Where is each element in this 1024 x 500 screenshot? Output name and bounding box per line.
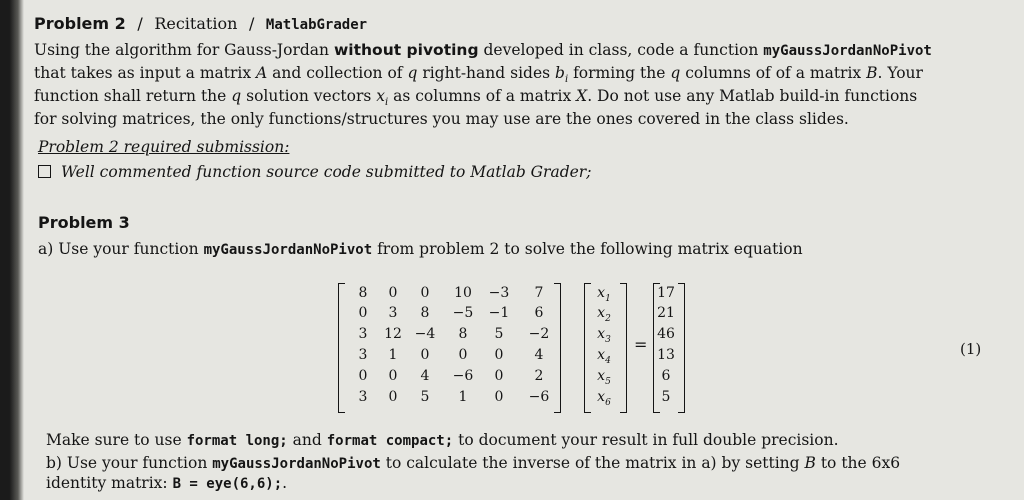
- text: . Your: [877, 64, 923, 82]
- matrix-cell: 3: [388, 305, 398, 321]
- emphasis-text: without pivoting: [333, 41, 479, 59]
- matrix-cell: 3: [358, 347, 368, 363]
- code-text: format long;: [186, 433, 288, 449]
- matrix-cell: −1: [488, 305, 510, 321]
- matrix-cell: 5: [494, 326, 504, 342]
- text: to document your result in full double precision.: [453, 431, 839, 449]
- text: . Do not use any Matlab build-in functions: [587, 87, 918, 105]
- p3-part-b-line-2: [46, 474, 287, 492]
- matrix-cell: 8: [458, 326, 468, 342]
- math-var: q: [231, 87, 242, 105]
- text: columns of of a matrix: [680, 64, 867, 82]
- matrix-cell: 8: [358, 285, 368, 301]
- text: forming the: [568, 64, 671, 82]
- matrix-cell: 0: [494, 368, 504, 384]
- math-var: A: [256, 64, 268, 82]
- problem2-title: Problem 2: [34, 14, 126, 33]
- math-subscript: i: [564, 74, 569, 86]
- unknown-vector-entry: $x_5$: [597, 368, 611, 387]
- matrix-cell: 0: [358, 305, 368, 321]
- matrix-cell: 0: [358, 368, 368, 384]
- math-var: B: [866, 64, 878, 82]
- p2-line-4: for solving matrices, the only functions/structures you may use are the ones covered in the class slides.: [34, 110, 849, 128]
- matrix-cell: 1: [388, 347, 398, 363]
- matrix-right-bracket: [554, 283, 561, 413]
- text: to calculate the inverse of the matrix in a) by setting: [380, 454, 805, 472]
- math-var: q: [670, 64, 681, 82]
- equals-sign: =: [634, 335, 648, 354]
- matrix-cell: 12: [384, 326, 402, 342]
- unknown-vector-entry: $x_6$: [597, 389, 611, 408]
- p3-part-b-line-1: [46, 454, 900, 472]
- text: Make sure to use: [46, 431, 187, 449]
- text: function shall return the: [34, 87, 232, 105]
- matrix-cell: 3: [358, 326, 368, 342]
- text: and collection of: [267, 64, 408, 82]
- unknown-vector-entry: $x_3$: [597, 326, 611, 345]
- matrix-cell: −3: [488, 285, 510, 301]
- math-var: X: [576, 87, 588, 105]
- code-text: B = eye(6,6);: [172, 476, 283, 492]
- rhs-vector-entry: 21: [657, 305, 675, 321]
- matrix-cell: 0: [494, 389, 504, 405]
- unknown-vector-entry: $x_2$: [597, 305, 611, 324]
- matrix-cell: 10: [454, 285, 472, 301]
- matrix-cell: 7: [534, 285, 544, 301]
- text: as columns of a matrix: [388, 87, 577, 105]
- rhs-vector-entry: 13: [657, 347, 675, 363]
- problem3-title: Problem 3: [38, 213, 130, 232]
- matrix-cell: 4: [534, 347, 544, 363]
- rhs-vector-entry: 5: [661, 389, 671, 405]
- math-var: q: [407, 64, 418, 82]
- checklist-text: Well commented function source code submitted to Matlab Grader;: [61, 163, 592, 181]
- matrix-cell: −4: [414, 326, 436, 342]
- text: that takes as input a matrix: [34, 64, 257, 82]
- matrix-cell: −5: [452, 305, 474, 321]
- matrix-cell: −6: [452, 368, 474, 384]
- matrix-left-bracket: [338, 283, 345, 413]
- unknown-vector-entry: $x_1$: [597, 285, 611, 304]
- function-name: myGaussJordanNoPivot: [212, 456, 381, 472]
- matrix-cell: 0: [420, 347, 430, 363]
- text: .: [282, 474, 288, 492]
- rhs-vector-entry: 46: [657, 326, 675, 342]
- matrix-cell: 4: [420, 368, 430, 384]
- function-name: myGaussJordanNoPivot: [203, 242, 373, 258]
- matrix-cell: 5: [420, 389, 430, 405]
- p2-required-heading: Problem 2 required submission:: [38, 138, 290, 156]
- text: developed in class, code a function: [478, 41, 764, 59]
- matrix-cell: 0: [458, 347, 468, 363]
- matrix-cell: 2: [534, 368, 544, 384]
- rhs-vector-entry: 17: [657, 285, 675, 301]
- equation-number: (1): [960, 340, 982, 358]
- matrix-cell: −6: [528, 389, 550, 405]
- matrix-cell: 6: [534, 305, 544, 321]
- function-name: myGaussJordanNoPivot: [763, 43, 932, 59]
- matrix-cell: 3: [358, 389, 368, 405]
- header-separator: /: [137, 14, 143, 33]
- math-subscript: i: [385, 97, 389, 109]
- matrix-cell: 0: [388, 389, 398, 405]
- text: Using the algorithm for Gauss-Jordan: [34, 41, 334, 59]
- text: solution vectors: [241, 87, 377, 105]
- text: b) Use your function: [46, 454, 213, 472]
- text: a) Use your function: [38, 240, 204, 258]
- matrix-cell: −2: [528, 326, 550, 342]
- text: identity matrix:: [46, 474, 173, 492]
- grader-label: MatlabGrader: [265, 17, 368, 33]
- header-separator: /: [248, 14, 255, 33]
- text: to the 6x6: [815, 454, 901, 472]
- math-var: B: [804, 454, 816, 472]
- text: right-hand sides: [417, 64, 555, 82]
- xvec-right-bracket: [620, 283, 627, 413]
- matrix-cell: 0: [388, 285, 398, 301]
- matrix-cell: 1: [458, 389, 468, 405]
- text: from problem 2 to solve the following matrix equation: [372, 240, 803, 258]
- unknown-vector-entry: $x_4$: [597, 347, 611, 366]
- math-var: b: [555, 64, 565, 82]
- matrix-cell: 8: [420, 305, 430, 321]
- text: and: [287, 431, 327, 449]
- matrix-cell: 0: [494, 347, 504, 363]
- matrix-cell: 0: [388, 368, 398, 384]
- rhs-vector-entry: 6: [661, 368, 671, 384]
- p3-format-note: [46, 431, 839, 449]
- math-var: x: [376, 87, 385, 105]
- recitation-label: Recitation: [154, 14, 238, 33]
- matrix-cell: 0: [420, 285, 430, 301]
- code-text: format compact;: [326, 433, 454, 449]
